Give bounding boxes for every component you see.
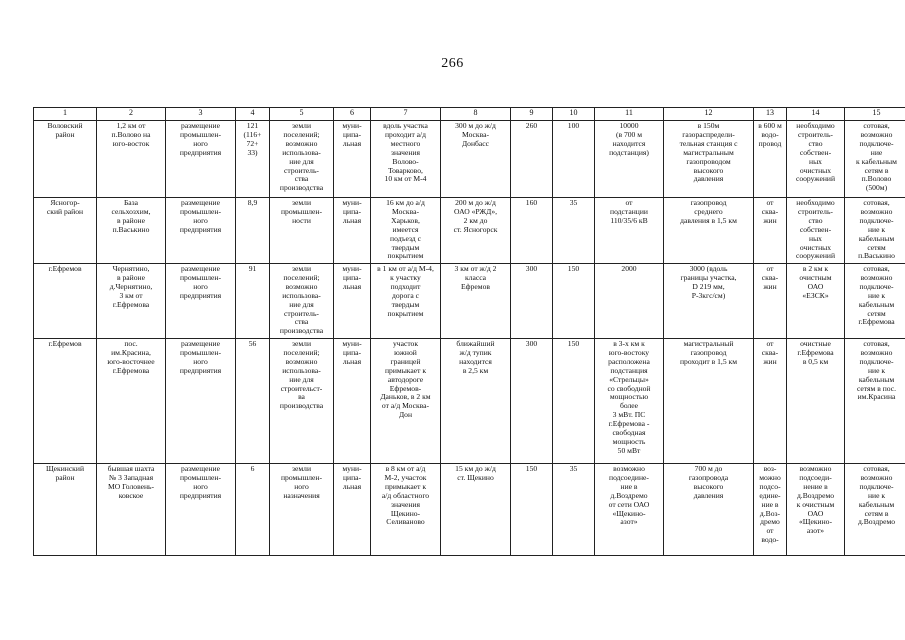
table-cell bbox=[371, 339, 441, 464]
page-number: 266 bbox=[441, 56, 464, 71]
power-supply-text: возможно подсоедине- ние в д.Воздремо от сети ОАО «Щекино- азот» bbox=[608, 464, 650, 527]
water-supply-text: от сква- жин bbox=[761, 264, 779, 291]
purpose-text: размещение промышлен- ного предприятия bbox=[179, 464, 222, 500]
table-cell bbox=[334, 121, 371, 198]
sewerage-text: необходимо строитель- ство собствен- ных очистных сооружений bbox=[795, 121, 836, 184]
table-cell bbox=[553, 339, 595, 464]
table-cell bbox=[845, 339, 905, 464]
table-cell bbox=[595, 339, 664, 464]
rail-access-text: ближайший ж/д тупик находится в 2,5 км bbox=[456, 339, 495, 375]
table-row bbox=[34, 198, 905, 264]
column-number: 9 bbox=[511, 108, 553, 121]
road-access-text: в 1 км от а/д М-4, к участку подходит дорога с твердым покрытием bbox=[377, 264, 434, 318]
rail-access-text: 3 км от ж/д 2 класса Ефремов bbox=[454, 264, 497, 291]
value-text: 35 bbox=[569, 464, 578, 473]
table-cell bbox=[270, 464, 334, 556]
ownership-text: муни- ципа- льная bbox=[342, 464, 362, 491]
road-access-text: в 8 км от а/д М-2, участок примыкает к а/д областного значения Щекино- Селиваново bbox=[381, 464, 430, 527]
table-cell bbox=[511, 464, 553, 556]
table-cell bbox=[334, 264, 371, 339]
land-category-text: земли промышлен- ности bbox=[280, 198, 323, 225]
column-number: 14 bbox=[787, 108, 845, 121]
table-cell bbox=[97, 121, 166, 198]
table-cell bbox=[34, 264, 97, 339]
table-cell bbox=[553, 121, 595, 198]
value-text: 150 bbox=[525, 464, 538, 473]
column-number: 2 bbox=[97, 108, 166, 121]
water-supply-text: от сква- жин bbox=[761, 339, 779, 366]
gas-supply-text: газопровод среднего давления в 1,5 км bbox=[680, 198, 737, 225]
table-cell bbox=[595, 264, 664, 339]
column-number: 3 bbox=[166, 108, 236, 121]
table-cell bbox=[511, 198, 553, 264]
rail-access-text: 300 м до ж/д Москва- Донбасс bbox=[455, 121, 496, 148]
table-cell bbox=[34, 339, 97, 464]
table-cell bbox=[97, 464, 166, 556]
column-number: 4 bbox=[236, 108, 270, 121]
table-cell bbox=[371, 264, 441, 339]
table-cell bbox=[441, 464, 511, 556]
table-cell bbox=[236, 121, 270, 198]
table-cell bbox=[511, 121, 553, 198]
table-cell bbox=[787, 339, 845, 464]
table-cell bbox=[236, 464, 270, 556]
table-cell bbox=[441, 264, 511, 339]
value-text: 260 bbox=[525, 121, 538, 130]
rail-access-text: 15 км до ж/д ст. Щекино bbox=[455, 464, 496, 482]
table-cell bbox=[754, 264, 787, 339]
table-cell bbox=[511, 339, 553, 464]
water-supply-text: от сква- жин bbox=[761, 198, 779, 225]
table-row bbox=[34, 464, 905, 556]
table-cell bbox=[270, 339, 334, 464]
table-cell bbox=[236, 339, 270, 464]
column-number-row bbox=[34, 108, 905, 121]
sewerage-text: возможно подсоеди- нение в д.Воздремо к очистным ОАО «Щекино- азот» bbox=[796, 464, 835, 536]
area-text: 56 bbox=[248, 339, 257, 348]
table-cell bbox=[441, 198, 511, 264]
area-text: 6 bbox=[250, 464, 255, 473]
table-cell bbox=[754, 464, 787, 556]
district-text: г.Ефремов bbox=[48, 339, 82, 348]
district-text: Ясногор- ский район bbox=[46, 198, 84, 216]
table-cell bbox=[845, 464, 905, 556]
area-text: 121 (116+ 72+ 33) bbox=[243, 121, 262, 157]
table-cell bbox=[97, 264, 166, 339]
ownership-text: муни- ципа- льная bbox=[342, 264, 362, 291]
table-cell bbox=[334, 339, 371, 464]
power-supply-text: в 3-х км к юго-востоку расположена подстанция «Стрельцы» со свободной мощностью более 3 мВт. ПС г.Ефремова - свободная мощность 50 мВт bbox=[607, 339, 651, 455]
district-text: г.Ефремов bbox=[48, 264, 82, 273]
land-category-text: земли поселений; возможно использова- ние для строитель- ства производства bbox=[279, 121, 324, 193]
purpose-text: размещение промышлен- ного предприятия bbox=[179, 198, 222, 234]
table-cell bbox=[511, 264, 553, 339]
column-number: 10 bbox=[553, 108, 595, 121]
table-cell bbox=[664, 464, 754, 556]
column-number: 15 bbox=[845, 108, 905, 121]
table-cell bbox=[34, 121, 97, 198]
telecom-text: сотовая, возможно подключе- ние к кабельным сетям в д.Воздремо bbox=[857, 464, 896, 527]
gas-supply-text: 700 м до газопровода высокого давления bbox=[688, 464, 729, 500]
land-category-text: земли поселений; возможно использова- ние для строительст- ва производства bbox=[279, 339, 324, 411]
table-cell bbox=[270, 198, 334, 264]
ownership-text: муни- ципа- льная bbox=[342, 121, 362, 148]
table-cell bbox=[664, 198, 754, 264]
gas-supply-text: 3000 (вдоль границы участка, D 219 мм, Р-3кгс/см) bbox=[680, 264, 737, 300]
column-number: 13 bbox=[754, 108, 787, 121]
site-location-text: База сельхозхим, в районе п.Васькино bbox=[111, 198, 151, 234]
table-cell bbox=[664, 339, 754, 464]
value-text: 100 bbox=[567, 121, 580, 130]
table-cell bbox=[553, 198, 595, 264]
table-cell bbox=[441, 121, 511, 198]
table-cell bbox=[371, 464, 441, 556]
table-row bbox=[34, 264, 905, 339]
telecom-text: сотовая, возможно подключе- ние к кабельным сетям г.Ефремова bbox=[858, 264, 895, 327]
investment-sites-table bbox=[33, 107, 905, 556]
table-cell bbox=[166, 339, 236, 464]
table-cell bbox=[441, 339, 511, 464]
table-cell bbox=[166, 264, 236, 339]
gas-supply-text: в 150м газораспредели- тельная станция с магистральным газопроводом высокого давления bbox=[679, 121, 738, 184]
sewerage-text: очистные г.Ефремова в 0,5 км bbox=[797, 339, 834, 366]
column-number: 7 bbox=[371, 108, 441, 121]
area-text: 8,9 bbox=[247, 198, 258, 207]
table-cell bbox=[845, 264, 905, 339]
area-text: 91 bbox=[248, 264, 257, 273]
column-number: 12 bbox=[664, 108, 754, 121]
sewerage-text: в 2 км к очистным ОАО «ЕЗСК» bbox=[799, 264, 832, 300]
telecom-text: сотовая, возможно подключе- ние к кабельным сетям в п.Волово (500м) bbox=[856, 121, 897, 193]
ownership-text: муни- ципа- льная bbox=[342, 198, 362, 225]
table-cell bbox=[787, 464, 845, 556]
table-cell bbox=[595, 198, 664, 264]
telecom-text: сотовая, возможно подключе- ние к кабельным сетям п.Васькино bbox=[858, 198, 895, 261]
table-cell bbox=[754, 198, 787, 264]
power-supply-text: от подстанции 110/35/6 кВ bbox=[610, 198, 648, 225]
water-supply-text: воз- можно подсо- едине- ние в д.Воз- дремо от водо- bbox=[759, 464, 781, 545]
power-supply-text: 10000 (в 700 м находится подстанция) bbox=[609, 121, 649, 157]
value-text: 300 bbox=[525, 339, 538, 348]
water-supply-text: в 600 м водо- провод bbox=[758, 121, 782, 148]
value-text: 150 bbox=[567, 339, 580, 348]
table-row bbox=[34, 121, 905, 198]
table-cell bbox=[34, 464, 97, 556]
table-cell bbox=[270, 121, 334, 198]
value-text: 160 bbox=[525, 198, 538, 207]
value-text: 300 bbox=[525, 264, 538, 273]
table-cell bbox=[845, 121, 905, 198]
site-location-text: пос. им.Красина, юго-восточнее г.Ефремова bbox=[107, 339, 155, 375]
road-access-text: участок южной границей примыкает к автодороге Ефремов- Даньков, в 2 км от а/д Москва- Дон bbox=[380, 339, 431, 420]
table-row bbox=[34, 339, 905, 464]
site-location-text: 1,2 км от п.Волово на юго-восток bbox=[111, 121, 151, 148]
site-location-text: Чернятино, в районе д.Чернятино, 3 км от г.Ефремова bbox=[109, 264, 153, 309]
purpose-text: размещение промышлен- ного предприятия bbox=[179, 121, 222, 157]
table-cell bbox=[166, 464, 236, 556]
value-text: 35 bbox=[569, 198, 578, 207]
table-cell bbox=[553, 464, 595, 556]
district-text: Щекинский район bbox=[45, 464, 85, 482]
table-cell bbox=[166, 121, 236, 198]
road-access-text: вдоль участка проходит а/д местного значения Волово- Товарково, 10 км от М-4 bbox=[383, 121, 428, 184]
table-cell bbox=[97, 339, 166, 464]
road-access-text: 16 км до а/д Москва- Харьков, имеется подъезд с твердым покрытием bbox=[386, 198, 425, 261]
table-cell bbox=[787, 198, 845, 264]
column-number: 5 bbox=[270, 108, 334, 121]
table-cell bbox=[166, 198, 236, 264]
power-supply-text: 2000 bbox=[621, 264, 637, 273]
column-number: 11 bbox=[595, 108, 664, 121]
table-cell bbox=[236, 264, 270, 339]
value-text: 150 bbox=[567, 264, 580, 273]
column-number: 6 bbox=[334, 108, 371, 121]
table-cell bbox=[553, 264, 595, 339]
ownership-text: муни- ципа- льная bbox=[342, 339, 362, 366]
purpose-text: размещение промышлен- ного предприятия bbox=[179, 264, 222, 300]
table-cell bbox=[754, 339, 787, 464]
rail-access-text: 200 м до ж/д ОАО «РЖД», 2 км до ст. Ясногорск bbox=[453, 198, 498, 234]
table-cell bbox=[270, 264, 334, 339]
gas-supply-text: магистральный газопровод проходит в 1,5 км bbox=[679, 339, 738, 366]
table-cell bbox=[595, 464, 664, 556]
table-cell bbox=[664, 121, 754, 198]
table-cell bbox=[334, 464, 371, 556]
land-category-text: земли промышлен- ного назначения bbox=[280, 464, 323, 500]
district-text: Воловский район bbox=[47, 121, 83, 139]
table-cell bbox=[845, 198, 905, 264]
table-cell bbox=[34, 198, 97, 264]
table-cell bbox=[97, 198, 166, 264]
table-cell bbox=[787, 264, 845, 339]
column-number: 8 bbox=[441, 108, 511, 121]
site-location-text: бывшая шахта № 3 Западная МО Головень- ковское bbox=[107, 464, 155, 500]
table-cell bbox=[236, 198, 270, 264]
table-cell bbox=[754, 121, 787, 198]
table-cell bbox=[371, 198, 441, 264]
column-number: 1 bbox=[34, 108, 97, 121]
telecom-text: сотовая, возможно подключе- ние к кабельным сетям в пос. им.Красина bbox=[856, 339, 897, 402]
sewerage-text: необходимо строитель- ство собствен- ных очистных сооружений bbox=[795, 198, 836, 261]
table-cell bbox=[664, 264, 754, 339]
land-category-text: земли поселений; возможно использова- ние для строитель- ства производства bbox=[279, 264, 324, 336]
table-cell bbox=[595, 121, 664, 198]
table-cell bbox=[371, 121, 441, 198]
table-cell bbox=[334, 198, 371, 264]
table-cell bbox=[787, 121, 845, 198]
purpose-text: размещение промышлен- ного предприятия bbox=[179, 339, 222, 375]
